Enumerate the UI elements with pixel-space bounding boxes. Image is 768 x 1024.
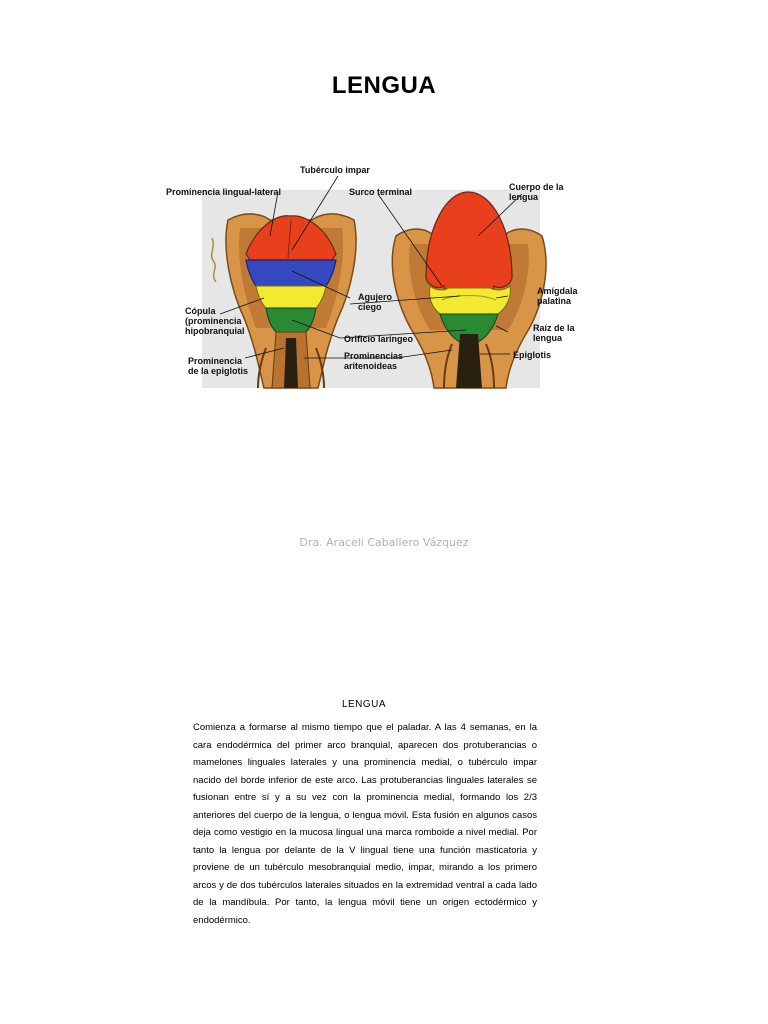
label-copula: Cópula (prominencia hipobranquial <box>185 306 245 336</box>
label-raiz-lengua: Raíz de la lengua <box>533 323 575 343</box>
label-amigdala-palatina: Amígdala palatina <box>537 286 578 306</box>
author-name: Dra. Araceli Caballero Vázquez <box>299 536 469 549</box>
label-surco-terminal: Surco terminal <box>349 187 413 197</box>
section-heading: LENGUA <box>341 699 387 710</box>
label-prominencia-epiglotis: Prominencia de la epiglotis <box>188 356 249 376</box>
label-orificio-laringeo: Orificio laríngeo <box>344 334 414 344</box>
label-epiglotis: Epiglotis <box>513 350 551 360</box>
label-agujero-ciego: Agujero ciego <box>358 292 393 312</box>
label-tuberculo-impar: Tubérculo impar <box>300 165 370 175</box>
page-title: LENGUA <box>331 72 437 99</box>
tongue-embryology-figure <box>160 158 580 393</box>
label-prominencias-aritenoideas: Prominencias aritenoideas <box>344 351 404 371</box>
label-cuerpo-lengua: Cuerpo de la lengua <box>509 182 564 202</box>
body-paragraph: Comienza a formarse al mismo tiempo que el paladar. A las 4 semanas, en la cara endodérmica del primer arco branquial, aparecen dos protuberancias o mamelones linguales laterales y una prominencia medial, o tubérculo impar nacido del borde inferior de este arco. Las protuberancias linguales laterales se fusionan entre sí y a su vez con la prominencia medial, formando los 2/3 anteriores del cuerpo de la lengua, o lengua móvil. Esta fusión en algunos casos deja como vestigio en la mucosa lingual una marca romboide a nivel medial. Por tanto la lengua por delante de la V lingual tiene una función masticatoria y proviene de un tubérculo mesobranquial medio, impar, mirando a los primero arcos y de dos tubérculos laterales situados en la extremidad ventral a cada lado de la mandíbula. Por tanto, la lengua móvil tiene un origen ectodérmico y endodérmico. <box>193 722 537 926</box>
label-prominencia-lingual-lateral: Prominencia lingual-lateral <box>166 187 282 197</box>
